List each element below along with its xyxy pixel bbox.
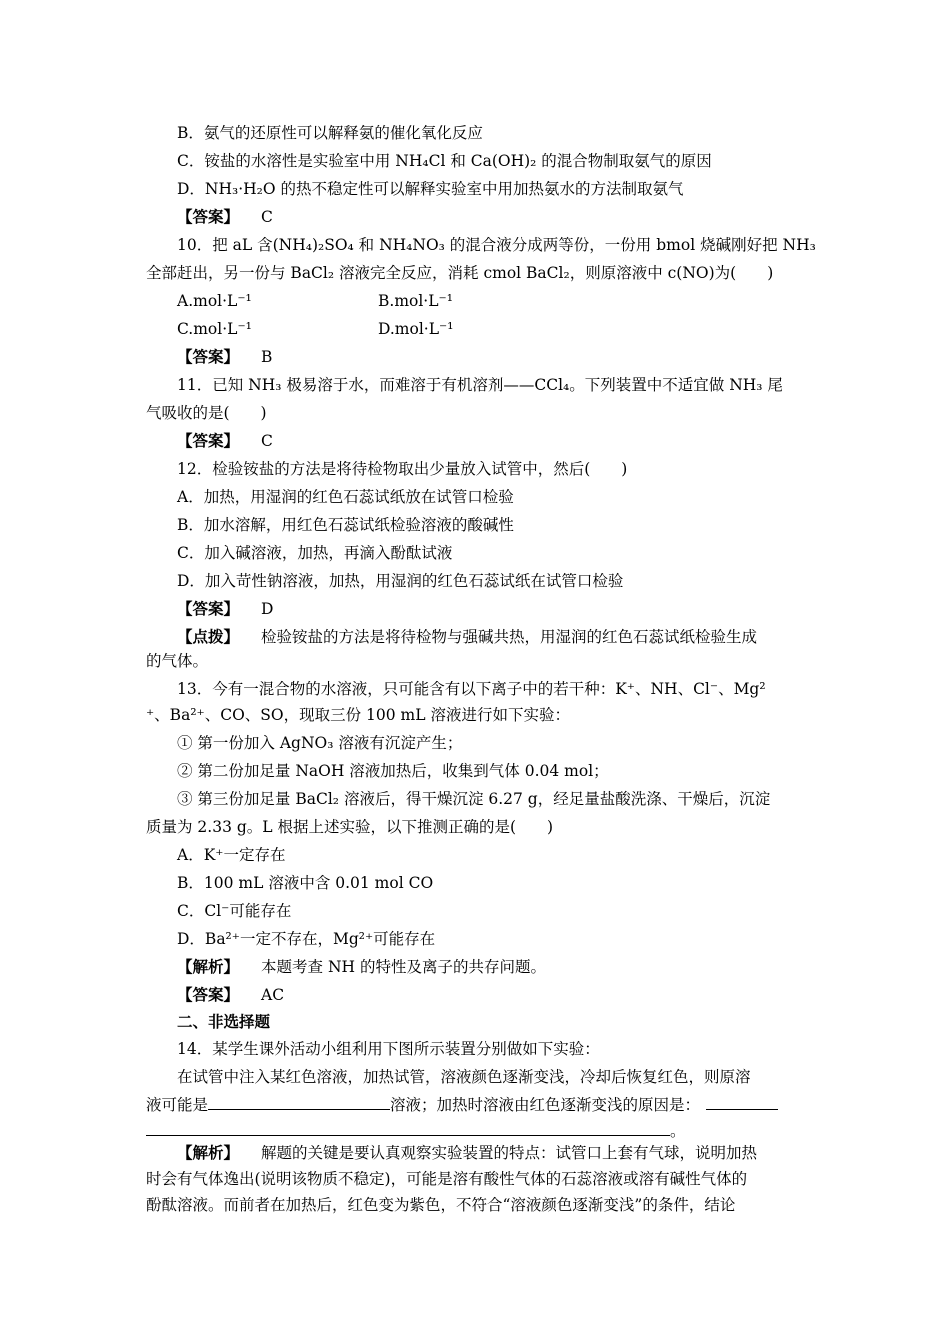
q12-option-d: D．加入苛性钠溶液，加热，用湿润的红色石蕊试纸在试管口检验 [177, 572, 624, 590]
answer-blank-2[interactable] [706, 1093, 778, 1110]
explanation-text: 本题考查 NH 的特性及离子的共存问题。 [261, 958, 546, 976]
q12-option-a: A．加热，用湿润的红色石蕊试纸放在试管口检验 [177, 488, 514, 506]
q13-step-3b: 质量为 2.33 g。L 根据上述实验，以下推测正确的是( ) [146, 818, 554, 836]
q12-option-c: C．加入碱溶液，加热，再滴入酚酞试液 [177, 544, 453, 562]
answer-tag: 【答案】 [177, 207, 240, 226]
q13-step-3a: ③ 第三份加足量 BaCl₂ 溶液后，得干燥沉淀 6.27 g，经足量盐酸洗涤、干燥后，沉淀 [177, 790, 771, 808]
q14-text-2a: 液可能是 [146, 1096, 209, 1114]
q10-stem-1: 10．把 aL 含(NH₄)₂SO₄ 和 NH₄NO₃ 的混合液分成两等份，一份用 bmol 烧碱刚好把 NH₃ [177, 236, 816, 254]
tip-text: 检验铵盐的方法是将待检物与强碱共热，用湿润的红色石蕊试纸检验生成 [261, 628, 758, 646]
explanation-tag: 【解析】 [177, 1143, 240, 1162]
q11-stem-1: 11．已知 NH₃ 极易溶于水，而难溶于有机溶剂——CCl₄。下列装置中不适宜做 NH₃ 尾 [177, 376, 783, 394]
q9-answer [177, 207, 273, 227]
answer-tag: 【答案】 [177, 431, 240, 450]
q10-answer [177, 347, 272, 367]
q13-step-2: ② 第二份加足量 NaOH 溶液加热后，收集到气体 0.04 mol； [177, 762, 609, 780]
q12-answer [177, 599, 273, 619]
q9-option-b: B．氨气的还原性可以解释氨的催化氧化反应 [177, 124, 483, 142]
q10-option-c: C.mol·L⁻¹ [177, 320, 252, 338]
q14-text-3 [146, 1119, 686, 1141]
q14-text-1: 在试管中注入某红色溶液，加热试管，溶液颜色逐渐变浅，冷却后恢复红色，则原溶 [177, 1068, 751, 1086]
answer-tag: 【答案】 [177, 347, 240, 366]
q12-tip-2: 的气体。 [146, 652, 209, 670]
explanation-tag: 【解析】 [177, 957, 240, 976]
q10-option-a: A.mol·L⁻¹ [177, 292, 252, 310]
q11-stem-2: 气吸收的是( ) [146, 404, 267, 422]
q10-option-d: D.mol·L⁻¹ [378, 320, 454, 338]
q12-option-b: B．加水溶解，用红色石蕊试纸检验溶液的酸碱性 [177, 516, 514, 534]
q14-stem: 14．某学生课外活动小组利用下图所示装置分别做如下实验： [177, 1040, 600, 1058]
answer-value: D [261, 600, 274, 618]
q13-explanation [177, 957, 546, 977]
q13-step-1: ① 第一份加入 AgNO₃ 溶液有沉淀产生； [177, 734, 463, 752]
q13-option-a: A．K⁺一定存在 [177, 846, 286, 864]
section-heading: 二、非选择题 [177, 1012, 271, 1031]
answer-value: B [261, 348, 273, 366]
answer-value: AC [261, 986, 285, 1004]
q9-option-d: D．NH₃·H₂O 的热不稳定性可以解释实验室中用加热氨水的方法制取氨气 [177, 180, 684, 198]
q14-explanation-1 [177, 1143, 757, 1163]
q10-option-b: B.mol·L⁻¹ [378, 292, 453, 310]
q12-tip-1 [177, 627, 757, 647]
q14-text-2b: 溶液；加热时溶液由红色逐渐变浅的原因是： [390, 1096, 701, 1114]
q14-text-3-end: 。 [670, 1122, 686, 1140]
q12-stem: 12．检验铵盐的方法是将待检物取出少量放入试管中，然后( ) [177, 460, 628, 478]
q13-answer [177, 985, 284, 1005]
answer-tag: 【答案】 [177, 985, 240, 1004]
answer-blank-1[interactable] [208, 1093, 390, 1110]
answer-value: C [261, 432, 273, 450]
q11-answer [177, 431, 273, 451]
q14-text-2 [146, 1093, 778, 1115]
q13-stem-2: ⁺、Ba²⁺、CO、SO，现取三份 100 mL 溶液进行如下实验： [146, 706, 570, 724]
q14-explanation-3: 酚酞溶液。而前者在加热后，红色变为紫色，不符合“溶液颜色逐渐变浅”的条件，结论 [146, 1196, 736, 1214]
explanation-text: 解题的关键是要认真观察实验装置的特点：试管口上套有气球，说明加热 [261, 1144, 758, 1162]
answer-value: C [261, 208, 273, 226]
q13-stem-1: 13．今有一混合物的水溶液，只可能含有以下离子中的若干种：K⁺、NH、Cl⁻、Mg² [177, 680, 766, 698]
q13-option-c: C．Cl⁻可能存在 [177, 902, 292, 920]
tip-tag: 【点拨】 [177, 627, 240, 646]
q13-option-b: B．100 mL 溶液中含 0.01 mol CO [177, 874, 434, 892]
answer-blank-3[interactable] [146, 1119, 670, 1136]
answer-tag: 【答案】 [177, 599, 240, 618]
q13-option-d: D．Ba²⁺一定不存在，Mg²⁺可能存在 [177, 930, 436, 948]
q10-stem-2: 全部赶出，另一份与 BaCl₂ 溶液完全反应，消耗 cmol BaCl₂，则原溶液中 c(NO)为( ) [146, 264, 774, 282]
q14-explanation-2: 时会有气体逸出(说明该物质不稳定)，可能是溶有酸性气体的石蕊溶液或溶有碱性气体的 [146, 1170, 748, 1188]
q9-option-c: C．铵盐的水溶性是实验室中用 NH₄Cl 和 Ca(OH)₂ 的混合物制取氨气的原因 [177, 152, 712, 170]
